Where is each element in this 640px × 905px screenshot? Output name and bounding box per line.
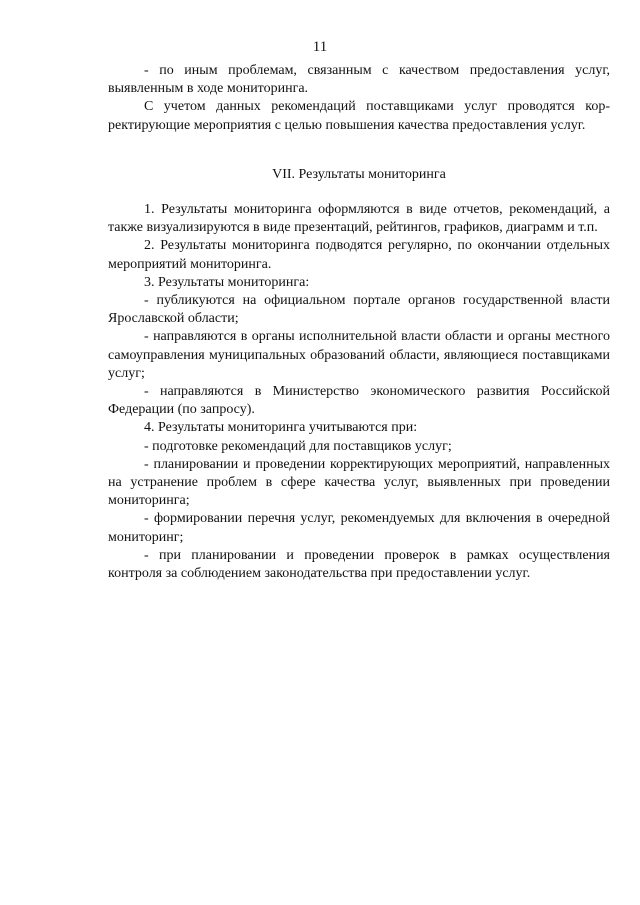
section-heading: VII. Результаты мониторинга <box>272 167 446 182</box>
list-item: - направляются в органы исполнительной власти области и органы местного самоуправления муниципальных образований области, являющиеся поставщиками услуг; <box>108 329 610 381</box>
section-text-block <box>108 201 610 583</box>
paragraph: - по иным проблемам, связанным с качеством предоставления услуг, выявленным в ходе мониторинга. <box>108 63 610 97</box>
list-item: - планировании и проведении корректирующих мероприятий, направленных на устранение проблем в сфере качества услуг, выявленных при проведении мониторинга; <box>108 456 610 509</box>
intro-text-block <box>108 62 610 135</box>
paragraph: 4. Результаты мониторинга учитываются при: <box>144 420 418 436</box>
list-item: - при планировании и проведении проверок в рамках осуществления контроля за соблюдением законодательства при предоставлении услуг. <box>108 547 610 582</box>
paragraph: С учетом данных рекомендаций поставщиками услуг проводятся корректирующие мероприятия с целью повышения качества предоставления услуг. <box>108 99 610 133</box>
list-item: - подготовке рекомендаций для поставщиков услуг; <box>144 438 452 454</box>
paragraph: 3. Результаты мониторинга: <box>144 274 310 290</box>
list-item: - формировании перечня услуг, рекомендуемых для включения в очередной мониторинг; <box>108 511 610 545</box>
list-item: - публикуются на официальном портале органов государственной власти Ярославской области; <box>108 293 610 327</box>
paragraph: 2. Результаты мониторинга подводятся регулярно, по окончании отдельных мероприятий мониторинга. <box>108 238 610 272</box>
paragraph: 1. Результаты мониторинга оформляются в виде отчетов, рекомендаций, а также визуализируются в виде презентаций, рейтингов, графиков, диаграмм и т.п. <box>108 202 610 236</box>
list-item: - направляются в Министерство экономического развития Российской Федерации (по запросу). <box>108 384 610 418</box>
page-number: 11 <box>312 39 328 55</box>
